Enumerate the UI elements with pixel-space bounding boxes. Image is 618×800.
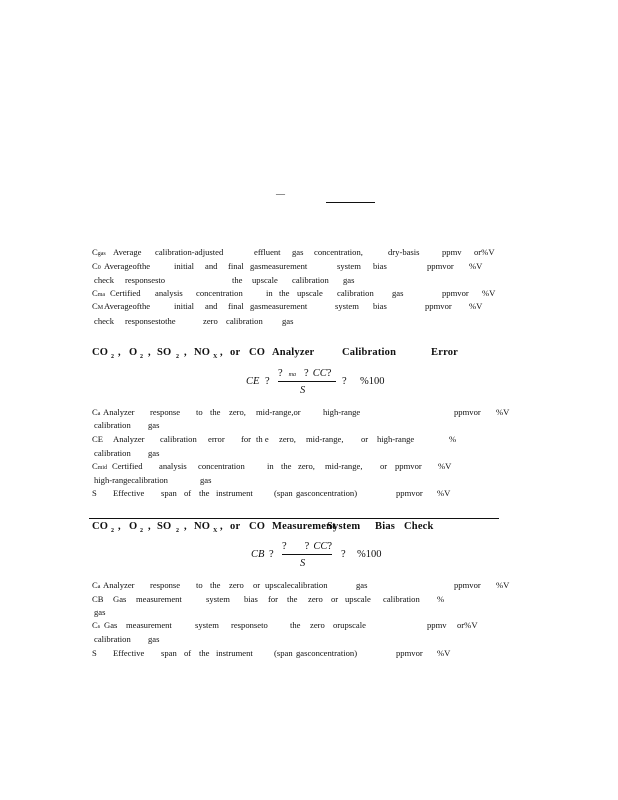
def-unit: %V <box>482 288 496 298</box>
def-unit: %V <box>469 261 483 271</box>
def-word: Average <box>113 247 142 257</box>
def-word: Analyzer <box>113 434 145 444</box>
heading-subscript: X <box>213 528 218 534</box>
def-word: the <box>199 488 210 498</box>
def-word: for <box>241 434 252 444</box>
def-word: the <box>232 275 243 285</box>
def-word: in <box>267 461 274 471</box>
def-symbol: Cgas <box>92 247 106 257</box>
def-word: span <box>161 648 177 658</box>
def-word: zero <box>229 580 244 590</box>
equation-lhs: CB <box>251 549 265 560</box>
def-word: gas <box>292 247 304 257</box>
heading-subscript: 2 <box>140 528 143 534</box>
def-word: gasmeasurement <box>250 261 308 271</box>
equation-factor: %100 <box>357 549 382 560</box>
def-word: calibration <box>94 448 131 458</box>
def-word: gas <box>200 475 212 485</box>
heading-word: CO <box>92 347 109 358</box>
heading-word: Calibration <box>342 347 397 358</box>
def-word: final <box>228 301 244 311</box>
def-symbol: C0 <box>92 261 101 271</box>
heading-word: SO <box>157 347 172 358</box>
def-unit: % <box>449 434 457 444</box>
def-word: Gas <box>104 620 118 630</box>
heading-subscript: 2 <box>176 354 179 360</box>
def-symbol: Cma <box>92 288 106 298</box>
def-word: gas <box>343 275 355 285</box>
def-word: gasconcentration) <box>296 488 358 498</box>
def-word: calibration <box>383 594 420 604</box>
def-word: the <box>210 407 221 417</box>
heading-word: NO <box>194 521 211 532</box>
def-word: upscale <box>345 594 371 604</box>
equation-tail: ? <box>342 376 347 387</box>
def-word: (span <box>274 488 293 498</box>
def-word: gasmeasurement <box>250 301 308 311</box>
def-word: calibration <box>292 275 329 285</box>
heading-word: CO <box>92 521 109 532</box>
def-unit: or%V <box>474 247 495 257</box>
def-symbol: Ca <box>92 407 101 417</box>
def-word: upscale <box>297 288 323 298</box>
def-word: concentration, <box>314 247 363 257</box>
heading-word: O <box>129 347 138 358</box>
def-symbol: CM <box>92 301 104 311</box>
equation-factor: %100 <box>360 376 385 387</box>
def-word: calibration <box>94 420 131 430</box>
heading-word: Error <box>431 347 459 358</box>
def-symbol: S <box>92 488 97 498</box>
def-word: Averageofthe <box>104 261 151 271</box>
def-symbol: CB <box>92 594 104 604</box>
def-unit: ppmvor <box>395 461 422 471</box>
equation-fraction-bar <box>278 381 336 382</box>
def-word: zero <box>308 594 323 604</box>
def-unit: %V <box>469 301 483 311</box>
equation-operator: ? <box>269 549 274 560</box>
def-word: responsestothe <box>125 316 176 326</box>
equation-denominator: S <box>300 385 306 396</box>
heading-word: or <box>230 347 241 358</box>
def-word: concentration <box>196 288 243 298</box>
def-word: gas <box>148 448 160 458</box>
def-word: gas <box>148 634 160 644</box>
def-word: gas <box>94 607 106 617</box>
def-symbol: CE <box>92 434 103 444</box>
def-word: analysis <box>159 461 187 471</box>
def-word: the <box>290 620 301 630</box>
def-word: to <box>196 580 203 590</box>
def-unit: %V <box>496 407 510 417</box>
def-word: Effective <box>113 648 145 658</box>
equation-denominator: S <box>300 558 306 569</box>
def-word: (span <box>274 648 293 658</box>
equation-numerator: ? ma ? CC? <box>278 368 332 379</box>
def-word: analysis <box>155 288 183 298</box>
def-word: Certified <box>110 288 141 298</box>
def-unit: or%V <box>457 620 478 630</box>
heading-word: CO <box>249 521 266 532</box>
def-word: initial <box>174 261 195 271</box>
def-word: the <box>279 288 290 298</box>
heading-word: Check <box>404 521 434 532</box>
heading-word: , <box>220 347 223 358</box>
def-unit: %V <box>496 580 510 590</box>
def-symbol: Cs <box>92 620 101 630</box>
def-word: high-range <box>377 434 415 444</box>
def-word: gasconcentration) <box>296 648 358 658</box>
def-unit: %V <box>437 488 451 498</box>
heading-word: , <box>148 521 151 532</box>
def-word: calibration-adjusted <box>155 247 224 257</box>
def-unit: % <box>437 594 445 604</box>
def-word: th e <box>256 434 269 444</box>
def-word: system <box>195 620 219 630</box>
def-word: or <box>361 434 369 444</box>
def-unit: ppmv <box>442 247 462 257</box>
heading-subscript: X <box>213 354 218 360</box>
heading-word: CO <box>249 347 266 358</box>
def-word: high-range <box>323 407 361 417</box>
def-word: zero, <box>298 461 315 471</box>
def-word: in <box>266 288 273 298</box>
def-word: gas <box>392 288 404 298</box>
def-word: zero <box>310 620 325 630</box>
def-word: Analyzer <box>103 580 135 590</box>
def-word: instrument <box>216 648 253 658</box>
def-word: response <box>150 580 181 590</box>
def-word: system <box>337 261 361 271</box>
def-unit: %V <box>438 461 452 471</box>
heading-word: , <box>184 347 187 358</box>
top-short-dash: — <box>276 189 285 199</box>
def-word: the <box>281 461 292 471</box>
def-word: measurement <box>136 594 182 604</box>
def-word: Effective <box>113 488 145 498</box>
def-word: gas <box>356 580 368 590</box>
def-word: gas <box>148 420 160 430</box>
def-word: response <box>150 407 181 417</box>
def-unit: ppmvor <box>425 301 452 311</box>
def-word: Averageofthe <box>104 301 151 311</box>
def-word: system <box>335 301 359 311</box>
top-underline-rule <box>326 202 375 203</box>
heading-word: NO <box>194 347 211 358</box>
def-symbol: S <box>92 648 97 658</box>
def-word: gas <box>282 316 294 326</box>
def-word: the <box>199 648 210 658</box>
heading-word: SO <box>157 521 172 532</box>
def-word: mid-range, <box>306 434 344 444</box>
def-word: the <box>210 580 221 590</box>
def-unit: ppmv <box>427 620 447 630</box>
def-word: mid-range,or <box>256 407 301 417</box>
def-word: bias <box>373 261 387 271</box>
equation-numerator: ? ? CC? <box>282 541 333 552</box>
def-word: initial <box>174 301 195 311</box>
def-symbol: Cmid <box>92 461 108 471</box>
def-word: bias <box>373 301 387 311</box>
heading-subscript: 2 <box>176 528 179 534</box>
heading-word: , <box>220 521 223 532</box>
def-word: calibration <box>94 634 131 644</box>
heading-word: , <box>118 347 121 358</box>
heading-word: , <box>148 347 151 358</box>
heading-subscript: 2 <box>111 354 114 360</box>
heading-subscript: 2 <box>140 354 143 360</box>
heading-word: O <box>129 521 138 532</box>
def-word: calibration <box>337 288 374 298</box>
def-word: bias <box>244 594 258 604</box>
def-word: upscale <box>252 275 278 285</box>
def-unit: ppmvor <box>454 407 481 417</box>
equation-fraction-bar <box>282 554 332 555</box>
def-word: Certified <box>112 461 143 471</box>
def-word: of <box>184 648 192 658</box>
def-word: concentration <box>198 461 245 471</box>
def-word: and <box>205 261 218 271</box>
def-word: high-rangecalibration <box>94 475 168 485</box>
def-word: calibration <box>160 434 197 444</box>
equation-operator: ? <box>265 376 270 387</box>
equation-lhs: CE <box>246 376 260 387</box>
def-word: check <box>94 316 115 326</box>
def-word: the <box>287 594 298 604</box>
def-word: responseto <box>231 620 268 630</box>
def-word: and <box>205 301 218 311</box>
def-word: dry-basis <box>388 247 420 257</box>
def-word: error <box>208 434 225 444</box>
def-word: for <box>268 594 279 604</box>
heading-word: Bias <box>375 521 396 532</box>
heading-word: , <box>184 521 187 532</box>
def-word: check <box>94 275 115 285</box>
heading-word: Measurement <box>272 521 336 532</box>
def-word: zero, <box>279 434 296 444</box>
section-divider <box>89 518 499 519</box>
heading-word: or <box>230 521 241 532</box>
def-unit: %V <box>437 648 451 658</box>
def-word: or <box>380 461 388 471</box>
def-word: final <box>228 261 244 271</box>
def-word: or <box>331 594 339 604</box>
def-unit: ppmvor <box>427 261 454 271</box>
def-word: span <box>161 488 177 498</box>
def-word: or <box>253 580 261 590</box>
def-word: upscalecalibration <box>265 580 328 590</box>
heading-word: , <box>118 521 121 532</box>
def-word: responsesto <box>125 275 166 285</box>
def-word: zero, <box>229 407 246 417</box>
def-word: mid-range, <box>325 461 363 471</box>
def-word: system <box>206 594 230 604</box>
def-unit: ppmvor <box>396 488 423 498</box>
def-word: zero <box>203 316 218 326</box>
def-word: of <box>184 488 192 498</box>
def-word: effluent <box>254 247 281 257</box>
def-unit: ppmvor <box>442 288 469 298</box>
def-word: measurement <box>126 620 172 630</box>
def-word: Gas <box>113 594 127 604</box>
def-word: orupscale <box>333 620 366 630</box>
def-word: to <box>196 407 203 417</box>
equation-tail: ? <box>341 549 346 560</box>
heading-word: System <box>327 521 361 532</box>
def-symbol: Ca <box>92 580 101 590</box>
heading-subscript: 2 <box>111 528 114 534</box>
def-unit: ppmvor <box>396 648 423 658</box>
def-unit: ppmvor <box>454 580 481 590</box>
def-word: calibration <box>226 316 263 326</box>
heading-word: Analyzer <box>272 347 315 358</box>
def-word: instrument <box>216 488 253 498</box>
def-word: Analyzer <box>103 407 135 417</box>
